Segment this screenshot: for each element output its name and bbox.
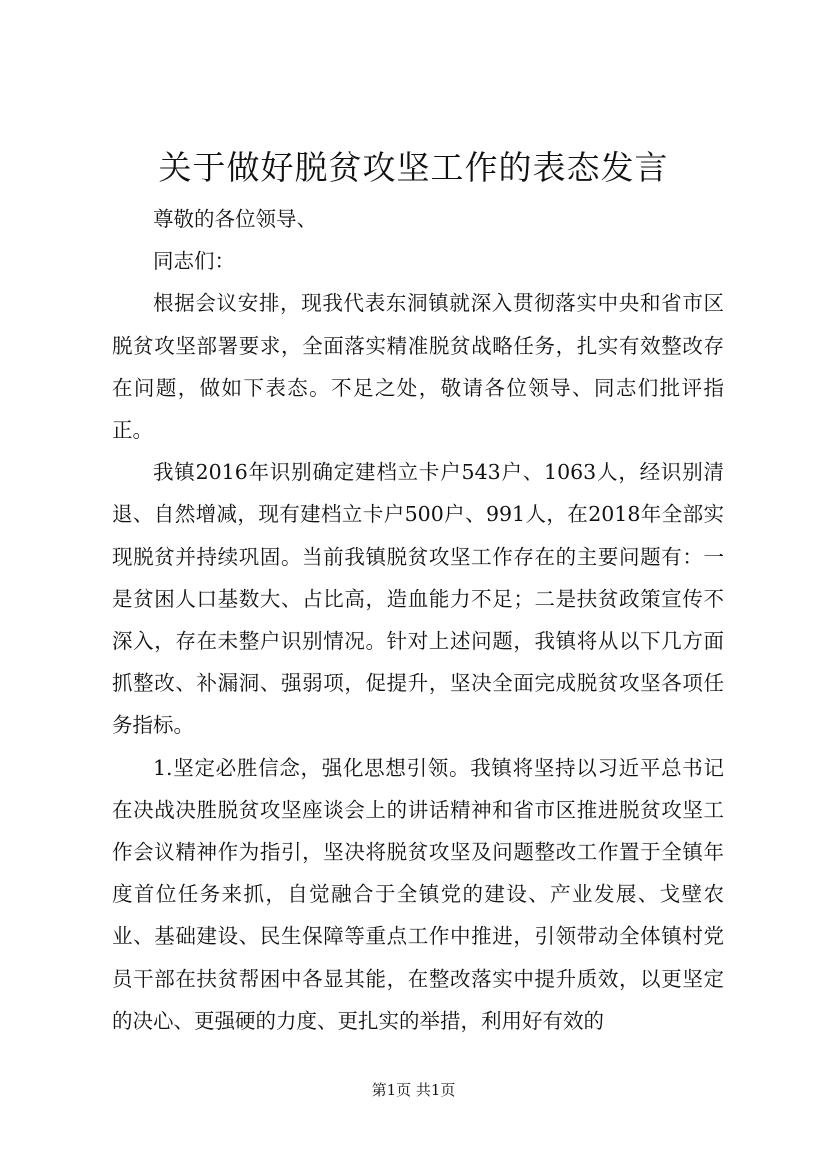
document-title: 关于做好脱贫攻坚工作的表态发言 — [158, 148, 669, 187]
paragraph-intro: 根据会议安排，现我代表东洞镇就深入贯彻落实中央和省市区脱贫攻坚部署要求，全面落实精准脱贫战略任务，扎实有效整改存在问题，做如下表态。不足之处，敬请各位领导、同志们批评指正。 — [112, 291, 724, 443]
paragraph-point-1: 1.坚定必胜信念，强化思想引领。我镇将坚持以习近平总书记在决战决胜脱贫攻坚座谈会上的讲话精神和省市区推进脱贫攻坚工作会议精神作为指引，坚决将脱贫攻坚及问题整改工作置于全镇年度首位任务来抓，自觉融合于全镇党的建设、产业发展、戈壁农业、基础建设、民生保障等重点工作中推进，引领带动全体镇村党员干部在扶贫帮困中各显其能，在整改落实中提升质效，以更坚定的决心、更强硬的力度、更扎实的举措，利用好有效的 — [112, 755, 724, 1033]
salutation-line-2: 同志们： — [153, 249, 235, 274]
page-footer: 第1页 共1页 — [371, 1081, 456, 1099]
paragraph-situation: 我镇2016年识别确定建档立卡户543户、1063人，经识别清退、自然增减，现有建档立卡户500户、991人，在2018年全部实现脱贫并持续巩固。当前我镇脱贫攻坚工作存在的主要问题有：一是贫困人口基数大、占比高，造血能力不足；二是扶贫政策宣传不深入，存在未整户识别情况。针对上述问题，我镇将从以下几方面抓整改、补漏洞、强弱项，促提升，坚决全面完成脱贫攻坚各项任务指标。 — [112, 460, 724, 738]
salutation-line-1: 尊敬的各位领导、 — [153, 207, 317, 231]
document-body — [112, 198, 724, 1042]
